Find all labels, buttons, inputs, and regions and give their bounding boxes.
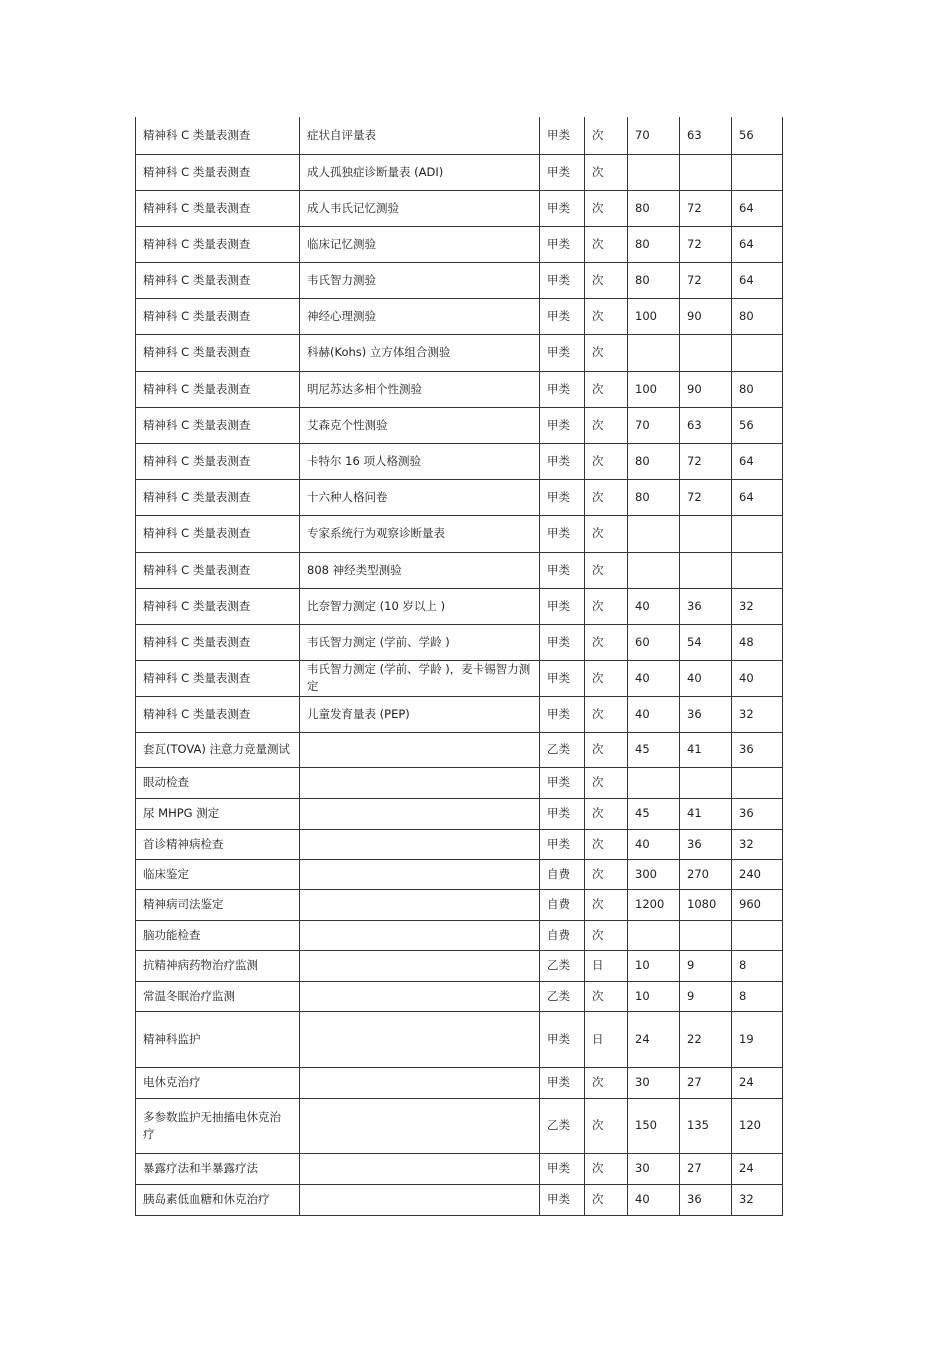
table-row xyxy=(136,981,783,1011)
price-3-cell: 24 xyxy=(732,1067,783,1098)
table-row xyxy=(136,407,783,443)
table-row xyxy=(136,829,783,859)
price-1-cell: 100 xyxy=(628,298,680,334)
price-1-cell: 10 xyxy=(628,950,680,981)
table-row xyxy=(136,334,783,371)
price-1-cell: 30 xyxy=(628,1067,680,1098)
class-cell: 甲类 xyxy=(540,190,585,226)
table-row xyxy=(136,226,783,262)
item-cell xyxy=(300,1067,540,1098)
price-3-cell: 32 xyxy=(732,829,783,859)
price-1-cell: 40 xyxy=(628,829,680,859)
item-cell: 卡特尔 16 项人格测验 xyxy=(300,443,540,479)
price-1-cell: 80 xyxy=(628,443,680,479)
category-cell: 精神科 C 类量表测查 xyxy=(136,624,300,660)
item-cell: 比奈智力测定 (10 岁以上 ) xyxy=(300,588,540,624)
category-cell: 胰岛素低血糖和休克治疗 xyxy=(136,1184,300,1215)
price-2-cell: 90 xyxy=(680,371,732,407)
class-cell: 甲类 xyxy=(540,1153,585,1184)
price-2-cell: 27 xyxy=(680,1153,732,1184)
price-2-cell xyxy=(680,515,732,552)
class-cell: 甲类 xyxy=(540,798,585,829)
price-3-cell: 32 xyxy=(732,1184,783,1215)
price-2-cell: 63 xyxy=(680,407,732,443)
category-cell: 精神科 C 类量表测查 xyxy=(136,190,300,226)
price-3-cell xyxy=(732,920,783,950)
price-3-cell: 64 xyxy=(732,190,783,226)
item-cell xyxy=(300,920,540,950)
item-cell: 韦氏智力测定 (学前、学龄 ) xyxy=(300,624,540,660)
item-cell xyxy=(300,767,540,798)
unit-cell: 次 xyxy=(585,798,628,829)
item-cell xyxy=(300,1153,540,1184)
item-cell: 韦氏智力测验 xyxy=(300,262,540,298)
price-2-cell: 72 xyxy=(680,190,732,226)
category-cell: 精神科 C 类量表测查 xyxy=(136,552,300,588)
category-cell: 精神科 C 类量表测查 xyxy=(136,117,300,154)
unit-cell: 次 xyxy=(585,696,628,732)
price-1-cell: 1200 xyxy=(628,889,680,920)
item-cell xyxy=(300,829,540,859)
price-1-cell: 45 xyxy=(628,732,680,767)
price-3-cell: 19 xyxy=(732,1011,783,1067)
item-cell xyxy=(300,1098,540,1153)
category-cell: 精神科 C 类量表测查 xyxy=(136,298,300,334)
category-cell: 首诊精神病检查 xyxy=(136,829,300,859)
price-2-cell: 72 xyxy=(680,479,732,515)
price-1-cell: 300 xyxy=(628,859,680,889)
price-1-cell: 80 xyxy=(628,479,680,515)
price-2-cell: 9 xyxy=(680,981,732,1011)
category-cell: 常温冬眠治疗监测 xyxy=(136,981,300,1011)
class-cell: 甲类 xyxy=(540,262,585,298)
price-3-cell: 960 xyxy=(732,889,783,920)
fee-table xyxy=(135,117,783,1216)
price-3-cell: 32 xyxy=(732,696,783,732)
price-3-cell: 80 xyxy=(732,298,783,334)
class-cell: 甲类 xyxy=(540,588,585,624)
class-cell: 甲类 xyxy=(540,334,585,371)
unit-cell: 次 xyxy=(585,732,628,767)
price-1-cell xyxy=(628,334,680,371)
category-cell: 多参数监护无抽搐电休克治疗 xyxy=(136,1098,300,1153)
item-cell: 成人韦氏记忆测验 xyxy=(300,190,540,226)
price-3-cell: 240 xyxy=(732,859,783,889)
item-cell: 韦氏智力测定 (学前、学龄 )，麦卡锡智力测定 xyxy=(300,660,540,696)
price-3-cell: 64 xyxy=(732,443,783,479)
category-cell: 抗精神病药物治疗监测 xyxy=(136,950,300,981)
price-2-cell: 72 xyxy=(680,226,732,262)
unit-cell: 次 xyxy=(585,226,628,262)
price-2-cell: 90 xyxy=(680,298,732,334)
table-row xyxy=(136,660,783,696)
class-cell: 甲类 xyxy=(540,1184,585,1215)
price-3-cell: 8 xyxy=(732,950,783,981)
class-cell: 乙类 xyxy=(540,950,585,981)
price-2-cell: 36 xyxy=(680,696,732,732)
item-cell: 明尼苏达多相个性测验 xyxy=(300,371,540,407)
price-3-cell: 36 xyxy=(732,732,783,767)
class-cell: 甲类 xyxy=(540,1011,585,1067)
price-2-cell: 270 xyxy=(680,859,732,889)
price-3-cell: 48 xyxy=(732,624,783,660)
category-cell: 精神科监护 xyxy=(136,1011,300,1067)
price-3-cell xyxy=(732,767,783,798)
class-cell: 甲类 xyxy=(540,552,585,588)
unit-cell: 次 xyxy=(585,552,628,588)
fee-table-body xyxy=(136,117,783,1215)
price-1-cell: 60 xyxy=(628,624,680,660)
table-row xyxy=(136,479,783,515)
item-cell: 科赫(Kohs) 立方体组合测验 xyxy=(300,334,540,371)
item-cell xyxy=(300,981,540,1011)
category-cell: 精神科 C 类量表测查 xyxy=(136,696,300,732)
class-cell: 甲类 xyxy=(540,767,585,798)
price-1-cell: 30 xyxy=(628,1153,680,1184)
category-cell: 精神科 C 类量表测查 xyxy=(136,334,300,371)
table-row xyxy=(136,732,783,767)
price-2-cell: 54 xyxy=(680,624,732,660)
table-row xyxy=(136,767,783,798)
class-cell: 甲类 xyxy=(540,660,585,696)
price-2-cell xyxy=(680,334,732,371)
item-cell: 专家系统行为观察诊断量表 xyxy=(300,515,540,552)
price-3-cell: 40 xyxy=(732,660,783,696)
unit-cell: 次 xyxy=(585,117,628,154)
class-cell: 自费 xyxy=(540,859,585,889)
class-cell: 甲类 xyxy=(540,829,585,859)
price-1-cell: 150 xyxy=(628,1098,680,1153)
unit-cell: 次 xyxy=(585,334,628,371)
price-1-cell: 40 xyxy=(628,696,680,732)
item-cell: 儿童发育量表 (PEP) xyxy=(300,696,540,732)
table-row xyxy=(136,588,783,624)
item-cell: 十六种人格问卷 xyxy=(300,479,540,515)
class-cell: 甲类 xyxy=(540,117,585,154)
price-1-cell: 40 xyxy=(628,660,680,696)
category-cell: 精神科 C 类量表测查 xyxy=(136,371,300,407)
class-cell: 甲类 xyxy=(540,443,585,479)
item-cell xyxy=(300,859,540,889)
item-cell xyxy=(300,950,540,981)
price-2-cell: 27 xyxy=(680,1067,732,1098)
unit-cell: 次 xyxy=(585,371,628,407)
price-1-cell: 70 xyxy=(628,117,680,154)
price-2-cell: 36 xyxy=(680,1184,732,1215)
price-3-cell xyxy=(732,334,783,371)
price-2-cell: 1080 xyxy=(680,889,732,920)
price-3-cell: 120 xyxy=(732,1098,783,1153)
class-cell: 甲类 xyxy=(540,515,585,552)
unit-cell: 次 xyxy=(585,298,628,334)
category-cell: 暴露疗法和半暴露疗法 xyxy=(136,1153,300,1184)
price-1-cell xyxy=(628,552,680,588)
class-cell: 甲类 xyxy=(540,407,585,443)
category-cell: 脑功能检查 xyxy=(136,920,300,950)
price-3-cell: 64 xyxy=(732,479,783,515)
price-1-cell: 80 xyxy=(628,262,680,298)
price-1-cell: 40 xyxy=(628,1184,680,1215)
price-1-cell: 80 xyxy=(628,226,680,262)
item-cell xyxy=(300,1184,540,1215)
price-1-cell: 45 xyxy=(628,798,680,829)
price-2-cell: 9 xyxy=(680,950,732,981)
unit-cell: 次 xyxy=(585,588,628,624)
item-cell: 神经心理测验 xyxy=(300,298,540,334)
unit-cell: 次 xyxy=(585,515,628,552)
table-row xyxy=(136,696,783,732)
price-2-cell xyxy=(680,552,732,588)
price-3-cell: 56 xyxy=(732,407,783,443)
price-3-cell: 56 xyxy=(732,117,783,154)
table-row xyxy=(136,624,783,660)
table-row xyxy=(136,190,783,226)
table-row xyxy=(136,515,783,552)
unit-cell: 次 xyxy=(585,190,628,226)
class-cell: 甲类 xyxy=(540,226,585,262)
price-3-cell xyxy=(732,515,783,552)
table-row xyxy=(136,552,783,588)
table-row xyxy=(136,262,783,298)
item-cell: 临床记忆测验 xyxy=(300,226,540,262)
table-row xyxy=(136,298,783,334)
price-3-cell: 8 xyxy=(732,981,783,1011)
unit-cell: 次 xyxy=(585,1067,628,1098)
table-row xyxy=(136,1011,783,1067)
unit-cell: 次 xyxy=(585,1153,628,1184)
category-cell: 精神科 C 类量表测查 xyxy=(136,479,300,515)
table-row xyxy=(136,443,783,479)
price-1-cell: 40 xyxy=(628,588,680,624)
unit-cell: 次 xyxy=(585,1098,628,1153)
item-cell xyxy=(300,1011,540,1067)
unit-cell: 次 xyxy=(585,154,628,190)
price-2-cell: 63 xyxy=(680,117,732,154)
class-cell: 甲类 xyxy=(540,298,585,334)
item-cell xyxy=(300,889,540,920)
unit-cell: 次 xyxy=(585,981,628,1011)
category-cell: 精神科 C 类量表测查 xyxy=(136,588,300,624)
class-cell: 自费 xyxy=(540,889,585,920)
price-2-cell xyxy=(680,920,732,950)
unit-cell: 次 xyxy=(585,479,628,515)
category-cell: 套瓦(TOVA) 注意力竞量测试 xyxy=(136,732,300,767)
unit-cell: 日 xyxy=(585,1011,628,1067)
item-cell: 成人孤独症诊断量表 (ADI) xyxy=(300,154,540,190)
price-3-cell: 64 xyxy=(732,262,783,298)
category-cell: 眼动检查 xyxy=(136,767,300,798)
table-row xyxy=(136,117,783,154)
price-2-cell: 22 xyxy=(680,1011,732,1067)
item-cell: 808 神经类型测验 xyxy=(300,552,540,588)
price-1-cell: 10 xyxy=(628,981,680,1011)
unit-cell: 次 xyxy=(585,889,628,920)
price-2-cell: 135 xyxy=(680,1098,732,1153)
category-cell: 精神科 C 类量表测查 xyxy=(136,407,300,443)
class-cell: 甲类 xyxy=(540,371,585,407)
class-cell: 甲类 xyxy=(540,696,585,732)
unit-cell: 次 xyxy=(585,829,628,859)
table-row xyxy=(136,950,783,981)
price-1-cell: 100 xyxy=(628,371,680,407)
category-cell: 精神科 C 类量表测查 xyxy=(136,262,300,298)
category-cell: 精神科 C 类量表测查 xyxy=(136,226,300,262)
unit-cell: 次 xyxy=(585,767,628,798)
price-2-cell: 41 xyxy=(680,798,732,829)
category-cell: 精神科 C 类量表测查 xyxy=(136,154,300,190)
unit-cell: 次 xyxy=(585,920,628,950)
class-cell: 乙类 xyxy=(540,1098,585,1153)
price-1-cell: 70 xyxy=(628,407,680,443)
price-2-cell xyxy=(680,154,732,190)
price-1-cell xyxy=(628,767,680,798)
category-cell: 尿 MHPG 测定 xyxy=(136,798,300,829)
class-cell: 乙类 xyxy=(540,732,585,767)
price-1-cell: 24 xyxy=(628,1011,680,1067)
category-cell: 临床鉴定 xyxy=(136,859,300,889)
category-cell: 精神病司法鉴定 xyxy=(136,889,300,920)
table-row xyxy=(136,371,783,407)
price-1-cell xyxy=(628,920,680,950)
price-2-cell: 36 xyxy=(680,829,732,859)
price-3-cell: 64 xyxy=(732,226,783,262)
class-cell: 乙类 xyxy=(540,981,585,1011)
price-2-cell xyxy=(680,767,732,798)
table-row xyxy=(136,1098,783,1153)
price-2-cell: 41 xyxy=(680,732,732,767)
category-cell: 电休克治疗 xyxy=(136,1067,300,1098)
price-3-cell xyxy=(732,154,783,190)
item-cell xyxy=(300,798,540,829)
unit-cell: 次 xyxy=(585,443,628,479)
price-3-cell: 32 xyxy=(732,588,783,624)
price-3-cell: 36 xyxy=(732,798,783,829)
class-cell: 甲类 xyxy=(540,479,585,515)
unit-cell: 次 xyxy=(585,624,628,660)
table-row xyxy=(136,154,783,190)
table-row xyxy=(136,859,783,889)
class-cell: 甲类 xyxy=(540,1067,585,1098)
price-3-cell xyxy=(732,552,783,588)
unit-cell: 日 xyxy=(585,950,628,981)
category-cell: 精神科 C 类量表测查 xyxy=(136,515,300,552)
category-cell: 精神科 C 类量表测查 xyxy=(136,443,300,479)
table-row xyxy=(136,889,783,920)
price-1-cell: 80 xyxy=(628,190,680,226)
table-row xyxy=(136,920,783,950)
class-cell: 甲类 xyxy=(540,154,585,190)
unit-cell: 次 xyxy=(585,1184,628,1215)
table-row xyxy=(136,798,783,829)
unit-cell: 次 xyxy=(585,407,628,443)
price-2-cell: 40 xyxy=(680,660,732,696)
price-2-cell: 36 xyxy=(680,588,732,624)
unit-cell: 次 xyxy=(585,660,628,696)
price-1-cell xyxy=(628,515,680,552)
price-2-cell: 72 xyxy=(680,262,732,298)
item-cell xyxy=(300,732,540,767)
price-3-cell: 80 xyxy=(732,371,783,407)
class-cell: 自费 xyxy=(540,920,585,950)
price-1-cell xyxy=(628,154,680,190)
item-cell: 症状自评量表 xyxy=(300,117,540,154)
table-row xyxy=(136,1067,783,1098)
table-row xyxy=(136,1153,783,1184)
unit-cell: 次 xyxy=(585,262,628,298)
item-cell: 艾森克个性测验 xyxy=(300,407,540,443)
table-row xyxy=(136,1184,783,1215)
class-cell: 甲类 xyxy=(540,624,585,660)
unit-cell: 次 xyxy=(585,859,628,889)
price-3-cell: 24 xyxy=(732,1153,783,1184)
price-2-cell: 72 xyxy=(680,443,732,479)
category-cell: 精神科 C 类量表测查 xyxy=(136,660,300,696)
